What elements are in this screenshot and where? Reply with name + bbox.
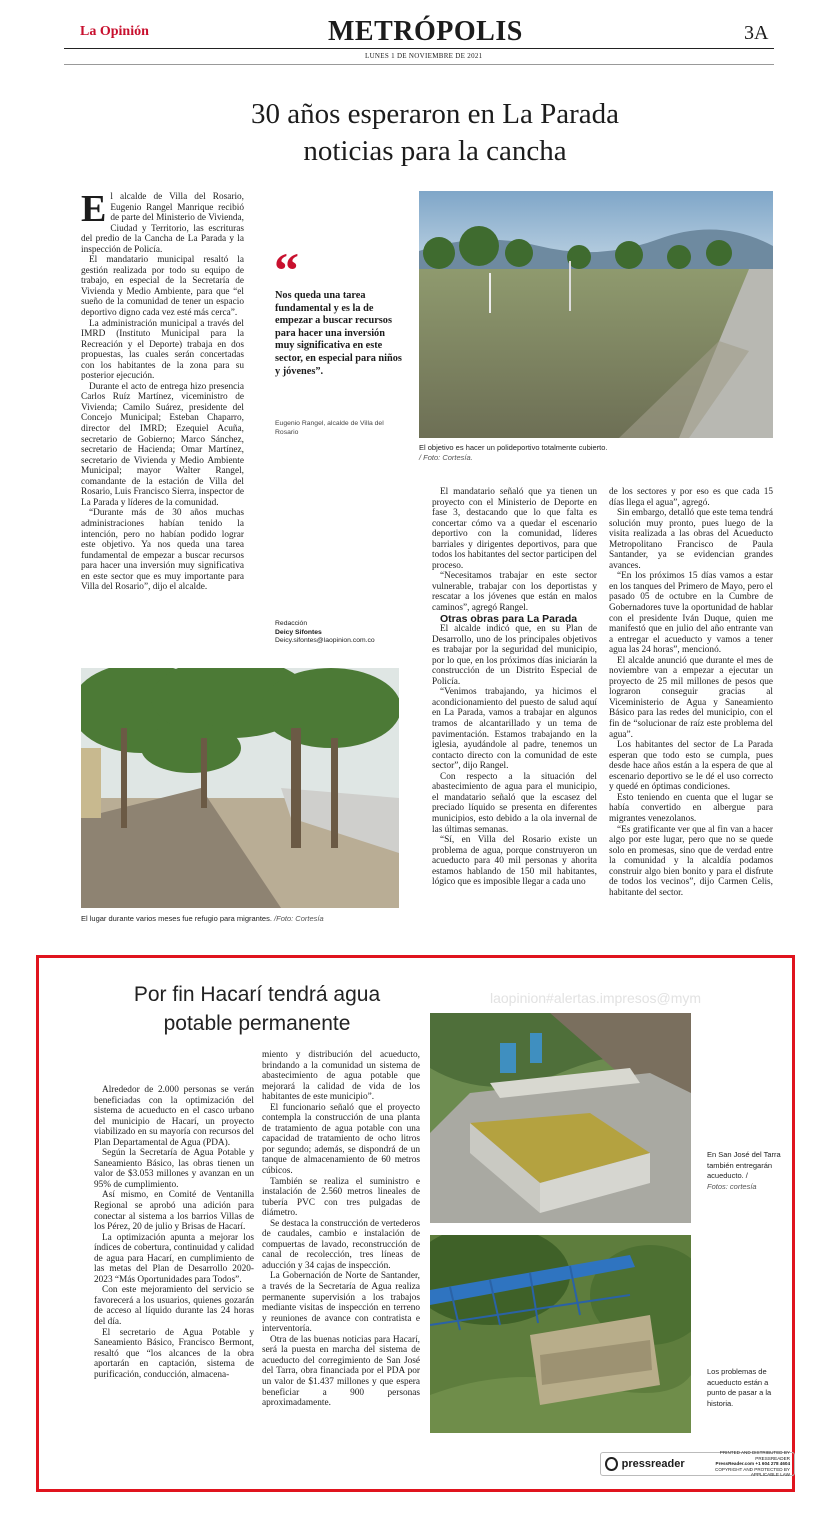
- article1-title-line2: noticias para la cancha: [303, 135, 567, 167]
- header-rule: [64, 48, 774, 49]
- article1-title-line1: 30 años esperaron en La Parada: [251, 98, 619, 130]
- paragraph: “Venimos trabajando, ya hicimos el acondicionamiento del puesto de salud aquí en La Parada, vamos a trabajar en algunos tramos de alcantarillado y un tema de pavimentación. Estamos trabajando en la iglesia, ayudándole al padre, tenemos un contacto directo con la comunidad de este sector”, dijo Rangel.: [432, 687, 597, 772]
- paragraph: Con este mejoramiento del servicio se favorecerá a los usuarios, quienes gozarán de acceso al líquido durante las 24 horas del día.: [94, 1285, 254, 1328]
- blue-pipe-photo: [430, 1235, 691, 1433]
- water-tank-photo: [430, 1013, 691, 1223]
- paragraph: También se realiza el suministro e instalación de 2.560 metros lineales de tubería PVC con tres pulgadas de diámetro.: [262, 1176, 420, 1219]
- paragraph: El alcalde indicó que, en su Plan de Desarrollo, uno de los principales objetivos es trabajar por la seguridad del municipio, por lo que, en los próximos días iniciarán la construcción de un Distrito Especial de Policía.: [432, 624, 597, 687]
- paragraph: Con respecto a la situación del abastecimiento de agua para el municipio, el mandatario señaló que la escasez del preciado líquido se presenta en diferentes municipios, esto debido a la ola invernal de las últimas semanas.: [432, 771, 597, 835]
- pressreader-line1: PRINTED AND DISTRIBUTED BY PRESSREADER: [719, 1450, 790, 1461]
- photo2-caption-text: El lugar durante varios meses fue refugio para migrantes.: [81, 914, 272, 923]
- article2-col1: [94, 1085, 254, 1380]
- paragraph: El alcalde anunció que durante el mes de noviembre van a empezar a ejecutar un proyecto de 25 mil millones de pesos que lograron conseguir gracias al Viceministerio de Agua y Saneamiento Básico para las redes del municipio, con el fin de “solucionar de raíz este problema del agua”.: [609, 655, 773, 740]
- tree-path-illustration: [81, 668, 399, 908]
- sports-field-illustration: [419, 191, 773, 438]
- article2-title-line2: potable permanente: [163, 1012, 351, 1035]
- paragraph: “Necesitamos trabajar en este sector vulnerable, trabajar con los deportistas y rescatar a los jóvenes que están en malos caminos”, agregó Rangel.: [432, 571, 597, 614]
- paragraph: Alrededor de 2.000 personas se verán beneficiadas con la optimización del sistema de acueducto en el casco urbano del municipio de Hacarí, un proyecto viabilizado en su mayoría con recursos del Plan Departamental de Agua (PDA).: [94, 1085, 254, 1148]
- paragraph: El funcionario señaló que el proyecto contempla la construcción de una planta de tratamiento de agua potable con una capacidad de tratamiento de ocho litros por segundo; además, se dispondrá de un tanque de almacenamiento de 60 metros cúbicos.: [262, 1102, 420, 1177]
- paragraph: La optimización apunta a mejorar los índices de cobertura, continuidad y calidad de agua para Hacarí, en cumplimiento de las metas del Plan de Desarrollo 2020-2023 “Más Oportunidades para Todos”.: [94, 1232, 254, 1285]
- paragraph: “Durante más de 30 años muchas administraciones habían tenido la intención, pero no habían podido lograr este objetivo. Ya nos queda una tarea fundamental de empezar a buscar recursos para hacer una inversión muy significativa en este sector que es muy importante para Villa del Rosario”, dijo el alcalde.: [81, 508, 244, 593]
- article1-col1: [81, 188, 244, 593]
- watermark: laopinion#alertas.impresos@mym: [490, 990, 702, 1006]
- article2-title-line1: Por fin Hacarí tendrá agua: [133, 983, 381, 1006]
- paragraph: Durante el acto de entrega hizo presencia Carlos Ruíz Martínez, viceministro de Vivienda; Camilo Suárez, presidente del Concejo Municipal; Esteban Chaparro, director del IMRD; Ezequiel Acuña, secretario de Gobierno; Marco Sánchez, secretario de Hacienda; Omar Martínez, secretario de Vivienda y Medio Ambiente Municipal; mayor Walter Rangel, comandante de la estación de Villa del Rosario, Luis Francisco Sierra, inspector de La Parada y líderes de la comunidad.: [81, 381, 244, 508]
- page-number: 3A: [744, 22, 769, 44]
- pressreader-notice: [691, 1450, 790, 1478]
- byline-label: Redacción: [275, 620, 308, 627]
- byline-email: Deicy.sifontes@laopinion.com.co: [275, 637, 375, 644]
- pressreader-icon: [605, 1457, 618, 1471]
- article1-col3: [432, 487, 597, 888]
- paragraph: Esto teniendo en cuenta que el lugar se había convertido en albergue para migrantes venezolanos.: [609, 792, 773, 824]
- pressreader-logo: pressreader: [621, 1458, 685, 1470]
- article1-title: [90, 96, 780, 170]
- paragraph: El secretario de Agua Potable y Saneamiento Básico, Francisco Bermont, resaltó que “los alcances de la obra aportarán en captación, sistema de purificación, conducción, almacena-: [94, 1327, 254, 1380]
- article2-col2: [262, 1050, 420, 1409]
- article2-title: [92, 980, 422, 1038]
- byline-name: Deicy Sifontes: [275, 628, 322, 636]
- paragraph: Otra de las buenas noticias para Hacarí, será la puesta en marcha del sistema de acueducto del corregimiento de San José del Tarra, obra financiada por el PDA por un valor de $1.437 millones y que espera beneficiar a 900 personas aproximadamente.: [262, 1334, 420, 1409]
- paragraph: Se destaca la construcción de vertederos de caudales, cambio e instalación de compuertas de lavado, reconstrucción de canal de recolección, tres líneas de aducción y 34 cajas de inspección.: [262, 1218, 420, 1271]
- article1-lead: l alcalde de Villa del Rosario, Eugenio Rangel Manrique recibió de parte del Ministerio de Vivienda, Ciudad y Territorio, las escrituras del predio de la Cancha de La Parada y la inspección de Policía.: [81, 192, 244, 255]
- blue-pipe-illustration: [430, 1235, 691, 1433]
- paragraph: El mandatario señaló que ya tienen un proyecto con el Ministerio de Deporte en fase 3, destacando que lo que falta es concertar cómo va a quedar el escenario deportivo con la comunidad, líderes barriales y dirigentes deportivos, para que todos los habitantes del sector participen del proceso.: [432, 487, 597, 571]
- paragraph: Según la Secretaría de Agua Potable y Saneamiento Básico, las obras tienen un valor de $3.053 millones y avanzan en un 95% de cumplimiento.: [94, 1148, 254, 1190]
- sports-field-photo: [419, 191, 773, 438]
- water-tank-illustration: [430, 1013, 691, 1223]
- paragraph: Los habitantes del sector de La Parada esperan que todo esto se cumpla, pues desde hace años están a la espera de que al escenario deportivo se le dé el uso correcto y quedé en óptimas condiciones.: [609, 740, 773, 793]
- pressreader-badge: [600, 1452, 795, 1476]
- paragraph: La Gobernación de Norte de Santander, a través de la Secretaría de Agua realiza permanente supervisión a los trabajos mediante visitas de inspección en terreno y reuniones de avance con contratista e interventoría.: [262, 1271, 420, 1335]
- quote-attribution: Eugenio Rangel, alcalde de Villa del Rosario: [275, 420, 384, 436]
- photo3-credit: Fotos: cortesía: [707, 1181, 757, 1191]
- header-rule-2: [64, 64, 774, 65]
- issue-date: LUNES 1 DE NOVIEMBRE DE 2021: [365, 52, 483, 60]
- pull-quote: Nos queda una tarea fundamental y es la de empezar a buscar recursos para hacer una inversión muy significativa en este sector, en especial para niños y jóvenes”.: [275, 290, 402, 377]
- paragraph: “Sí, en Villa del Rosario existe un problema de agua, porque construyeron un acueducto para 40 mil personas y ahorita estamos hablando de 150 mil habitantes, lógico que es imposible llegar a cada uno: [432, 835, 597, 888]
- byline: [275, 620, 415, 646]
- paragraph: “Es gratificante ver que al fin van a hacer algo por este lugar, pero que no se quede solo en promesas, sino que de verdad entre la comunidad y la alcaldía podamos construir algo bien bonito y para el disfrute de todos los vecinos”, dijo Carmen Celis, habitante del sector.: [609, 824, 773, 898]
- pressreader-line2: PressReader.com +1 604 278 4604: [715, 1461, 790, 1467]
- photo1-caption-text: El objetivo es hacer un polideportivo totalmente cubierto.: [419, 443, 608, 452]
- paragraph: “En los próximos 15 días vamos a estar en los tanques del Primero de Mayo, pero el pasado 05 de octubre en la Cumbre de Gobernadores tuve la oportunidad de hablar con el presidente Iván Duque, quien me manifestó que en julio del año entrante van a entregar el acueducto y vamos a tener agua las 24 horas”, mencionó.: [609, 571, 773, 656]
- photo1-credit: / Foto: Cortesía.: [419, 452, 473, 462]
- section-title: METRÓPOLIS: [328, 16, 523, 47]
- photo2-credit: /Foto: Cortesía: [274, 914, 324, 923]
- paragraph: miento y distribución del acueducto, brindando a la comunidad un sistema de abastecimiento de agua potable que mejorará la calidad de vida de los habitantes de este municipio”.: [262, 1050, 420, 1103]
- paragraph: de los sectores y por eso es que cada 15 días llega el agua”, agregó.: [609, 487, 773, 508]
- photo3-caption: [707, 1150, 785, 1192]
- photo3-caption-text: En San José del Tarra también entregarán acueducto. /: [707, 1150, 781, 1180]
- pressreader-line3: COPYRIGHT AND PROTECTED BY APPLICABLE LAW: [715, 1466, 790, 1478]
- article1-col4: [609, 487, 773, 898]
- tree-path-photo: [81, 668, 399, 908]
- dropcap: E: [81, 188, 107, 230]
- brand-logo: La Opinión: [80, 24, 149, 39]
- photo1-caption: [419, 443, 773, 462]
- paragraph: El mandatario municipal resaltó la gestión realizada por todo su equipo de trabajo, en especial de la Secretaría de Vivienda y Medio Ambiente, para que “el sueño de la comunidad de tener un espacio deportivo digno cada vez esté más cerca”.: [81, 255, 244, 319]
- photo2-caption: [81, 914, 411, 924]
- paragraph: Así mismo, en Comité de Ventanilla Regional se aprobó una adición para conectar al sistema a los barrios Villas de los Pérez, 20 de julio y Brisas de Hacarí.: [94, 1190, 254, 1233]
- paragraph: Sin embargo, detalló que este tema tendrá solución muy pronto, pues luego de la visita realizada a las obras del Acueducto Metropolitano Francisco de Paula Santander, ya se evidencian grandes avances.: [609, 508, 773, 571]
- quote-mark: “: [274, 242, 299, 298]
- subhead: Otras obras para La Parada: [440, 612, 578, 625]
- paragraph: La administración municipal a través del IMRD (Instituto Municipal para la Recreación y el Deporte) trabaja en dos propuestas, las cuales serán concertadas con los habitantes de la zona para su posterior ejecución.: [81, 318, 244, 382]
- photo4-caption: Los problemas de acueducto están a punto de pasar a la historia.: [707, 1367, 772, 1408]
